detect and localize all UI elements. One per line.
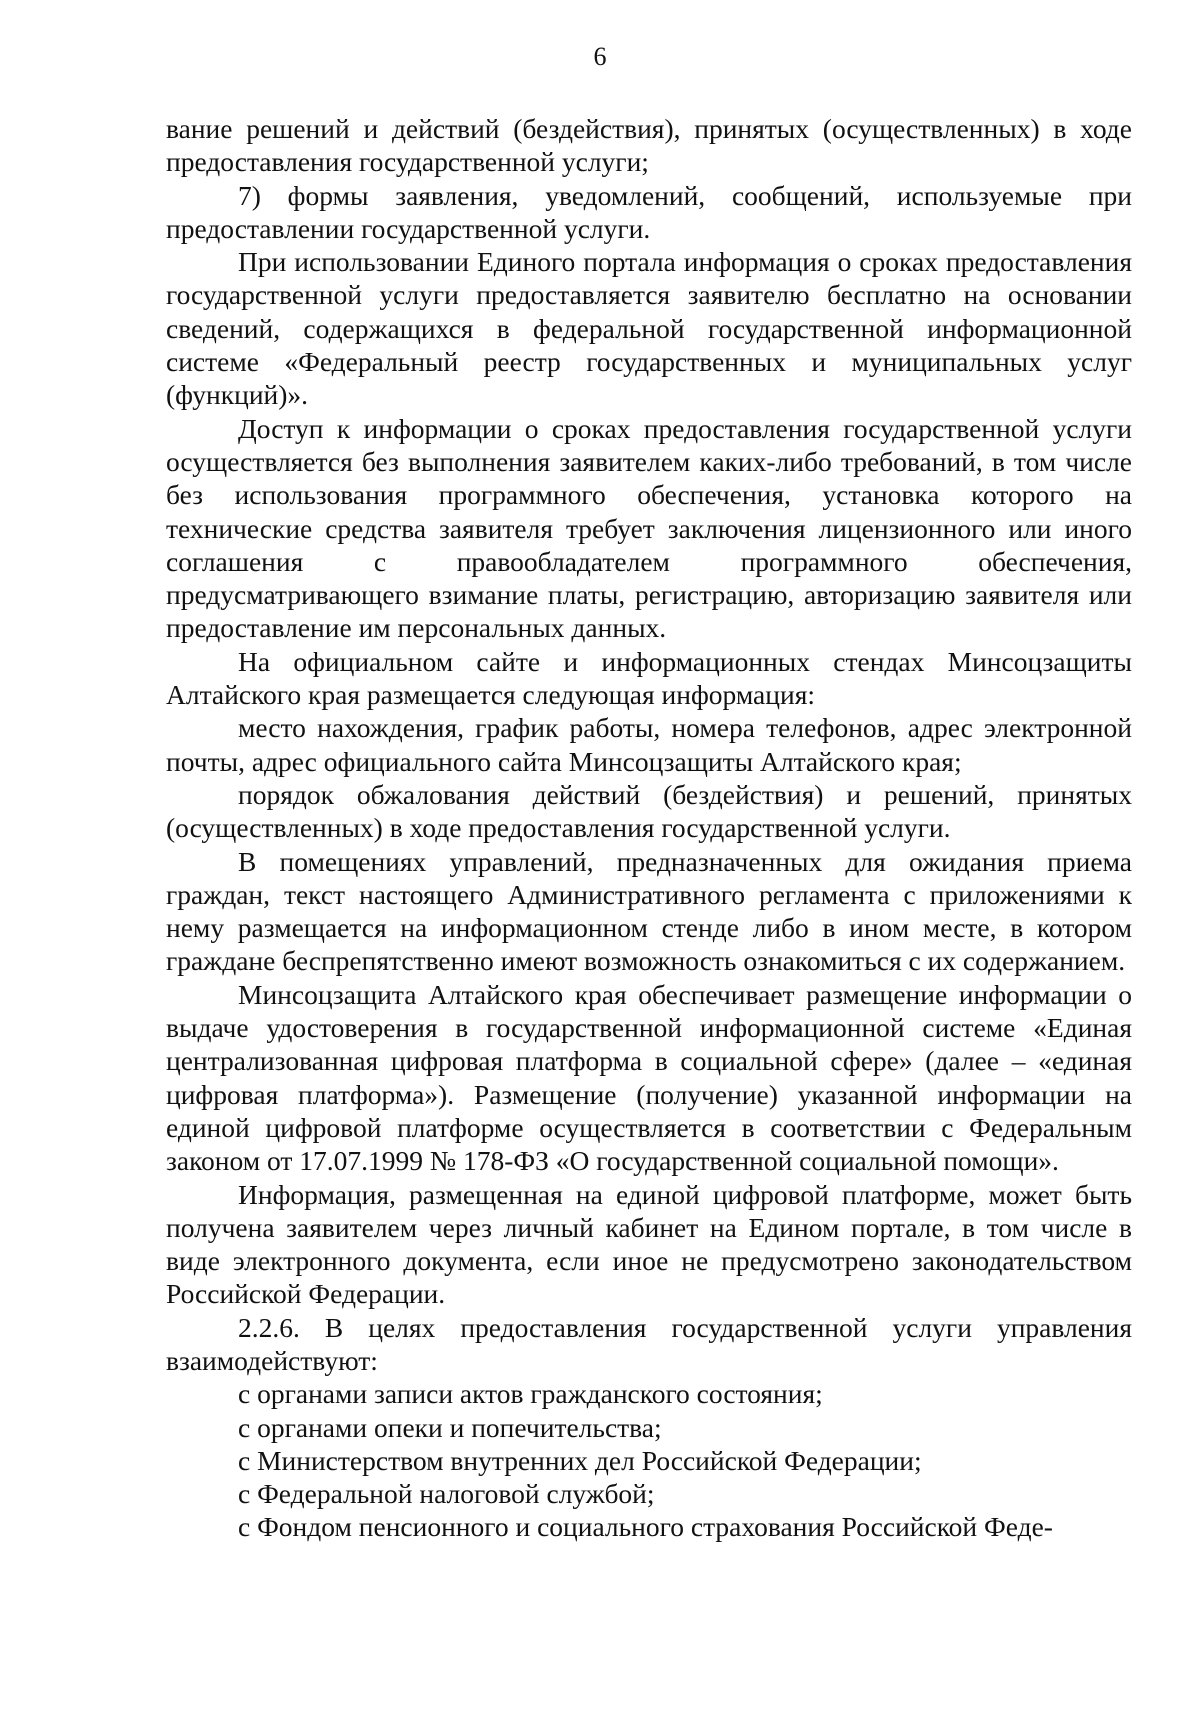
paragraph-premises-info: В помещениях управлений, предназначенных для ожидания приема граждан, текст настоящего Административного регламента с приложениями к нему размещается на информационном стенде либо в ином месте, в котором граждане беспрепятственно имеют возможность ознакомиться с их содержанием. [166, 845, 1132, 977]
paragraph-location-info: место нахождения, график работы, номера телефонов, адрес электронной почты, адрес официального сайта Минсоцзащиты Алтайского края; [166, 712, 1132, 777]
list-item-pension-fund: с Фондом пенсионного и социального страхования Российской Феде- [238, 1511, 1053, 1543]
page-number: 6 [593, 42, 607, 71]
list-item-interior-ministry: с Министерством внутренних дел Российской Федерации; [238, 1444, 922, 1476]
document-body [166, 112, 1132, 1544]
paragraph-access-info: Доступ к информации о сроках предоставления государственной услуги осуществляется без выполнения заявителем каких-либо требований, в том числе без использования программного обеспечения, установка которого на технические средства заявителя требует заключения лицензионного или иного соглашения с правообладателем программного обеспечения, предусматривающего взимание платы, регистрацию, авторизацию заявителя или предоставление им персональных данных. [166, 412, 1132, 644]
paragraph-continuation: вание решений и действий (бездействия), принятых (осуществленных) в ходе предоставления государственной услуги; [166, 113, 1132, 178]
list-item-guardianship: с органами опеки и попечительства; [238, 1411, 662, 1443]
paragraph-personal-cabinet: Информация, размещенная на единой цифровой платформе, может быть получена заявителем через личный кабинет на Едином портале, в том числе в виде электронного документа, если иное не предусмотрено законодательством Российской Федерации. [166, 1178, 1132, 1310]
paragraph-digital-platform: Минсоцзащита Алтайского края обеспечивает размещение информации о выдаче удостоверения в государственной информационной системе «Единая централизованная цифровая платформа в социальной сфере» (далее – «единая цифровая платформа»). Размещение (получение) указанной информации на единой цифровой платформе осуществляется в соответствии с Федеральным законом от 17.07.1999 № 178-ФЗ «О государственной социальной помощи». [166, 978, 1132, 1177]
list-item-tax-service: с Федеральной налоговой службой; [238, 1478, 655, 1510]
paragraph-portal-info: При использовании Единого портала информация о сроках предоставления государственной услуги предоставляется заявителю бесплатно на основании сведений, содержащихся в федеральной государственной информационной системе «Федеральный реестр государственных и муниципальных услуг (функций)». [166, 246, 1132, 411]
paragraph-official-site: На официальном сайте и информационных стендах Минсоцзащиты Алтайского края размещается следующая информация: [166, 645, 1132, 711]
paragraph-appeal-procedure: порядок обжалования действий (бездействия) и решений, принятых (осуществленных) в ходе предоставления государственной услуги. [166, 778, 1132, 844]
paragraph-section-2-2-6: 2.2.6. В целях предоставления государственной услуги управления взаимодействуют: [166, 1311, 1132, 1376]
list-item-registry-offices: с органами записи актов гражданского состояния; [238, 1378, 823, 1410]
paragraph-item-7: 7) формы заявления, уведомлений, сообщений, используемые при предоставлении государственной услуги. [166, 179, 1132, 244]
